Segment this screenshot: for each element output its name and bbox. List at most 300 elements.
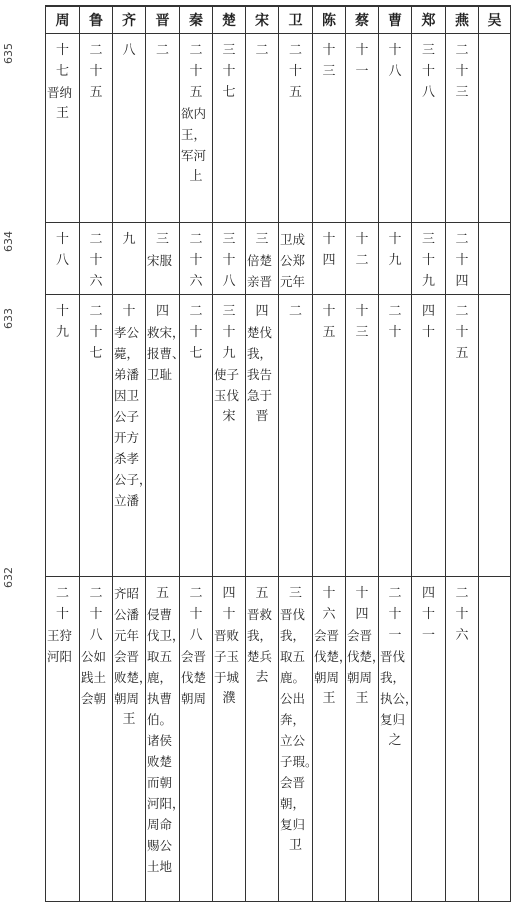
cell-line: 王 bbox=[122, 712, 136, 727]
year-row bbox=[46, 223, 511, 295]
cell-line: 十 bbox=[455, 607, 469, 622]
cell-text bbox=[447, 229, 477, 292]
cell-line: 五 bbox=[322, 325, 336, 340]
cell-text bbox=[447, 301, 477, 364]
cell-text bbox=[181, 40, 211, 187]
cell-line: 伐楚， bbox=[347, 649, 385, 664]
cell-text bbox=[247, 301, 277, 427]
cell-line: 二 bbox=[55, 586, 69, 601]
cell-line: 十 bbox=[222, 607, 236, 622]
cell-line: 三 bbox=[155, 232, 169, 247]
cell-line: 十 bbox=[222, 64, 236, 79]
cell-line: 五 bbox=[155, 586, 169, 601]
cell-text bbox=[214, 301, 244, 427]
cell-text bbox=[181, 229, 211, 292]
cell-line: 二 bbox=[189, 586, 203, 601]
table-cell bbox=[180, 223, 213, 295]
cell-text bbox=[214, 583, 244, 709]
table-cell bbox=[479, 295, 511, 577]
cell-line: 朝周 bbox=[314, 670, 340, 685]
cell-line: 十 bbox=[55, 232, 69, 247]
year-row bbox=[46, 295, 511, 577]
cell-line: 王 bbox=[322, 691, 336, 706]
cell-line: 河阳 bbox=[47, 649, 73, 664]
cell-line: 我， bbox=[247, 346, 273, 361]
table-cell bbox=[446, 577, 479, 902]
column-header: 燕 bbox=[446, 7, 479, 34]
table-cell bbox=[246, 34, 279, 223]
table-cell bbox=[313, 34, 346, 223]
cell-line: 三 bbox=[255, 232, 269, 247]
table-cell bbox=[379, 295, 412, 577]
table-cell bbox=[213, 223, 246, 295]
table-cell bbox=[113, 223, 146, 295]
cell-line: 八 bbox=[55, 253, 69, 268]
cell-line: 土地 bbox=[147, 859, 173, 874]
cell-line: 元年 bbox=[280, 274, 306, 289]
cell-text bbox=[114, 40, 144, 61]
cell-line: 执曹 bbox=[147, 691, 173, 706]
cell-line: 十 bbox=[189, 607, 203, 622]
table-cell bbox=[113, 34, 146, 223]
cell-line: 五 bbox=[455, 346, 469, 361]
cell-line: 立公 bbox=[280, 733, 306, 748]
cell-line: 六 bbox=[455, 628, 469, 643]
year-row bbox=[46, 34, 511, 223]
cell-text bbox=[280, 583, 318, 856]
cell-line: 五 bbox=[89, 85, 103, 100]
cell-text bbox=[280, 229, 311, 292]
cell-line: 十 bbox=[355, 232, 369, 247]
table-cell bbox=[213, 577, 246, 902]
cell-text bbox=[380, 229, 410, 271]
cell-line: 于城 bbox=[214, 670, 240, 685]
cell-line: 八 bbox=[189, 628, 203, 643]
table-cell bbox=[479, 223, 511, 295]
cell-line: 元年 bbox=[114, 628, 140, 643]
cell-text bbox=[114, 301, 152, 511]
cell-text bbox=[181, 301, 211, 364]
cell-line: 六 bbox=[189, 274, 203, 289]
cell-line: 十 bbox=[388, 607, 402, 622]
cell-text bbox=[314, 301, 344, 343]
cell-line: 败楚 bbox=[147, 754, 173, 769]
cell-text bbox=[447, 583, 477, 646]
cell-line: 伐卫， bbox=[147, 628, 185, 643]
cell-line: 十 bbox=[355, 43, 369, 58]
cell-line: 朝周 bbox=[114, 691, 140, 706]
cell-line: 会朝 bbox=[81, 691, 107, 706]
table-cell bbox=[180, 577, 213, 902]
cell-text bbox=[81, 583, 111, 709]
cell-line: 七 bbox=[222, 85, 236, 100]
column-header: 郑 bbox=[412, 7, 446, 34]
cell-line: 我， bbox=[247, 628, 273, 643]
cell-line: 去 bbox=[255, 670, 269, 685]
cell-text bbox=[181, 583, 211, 709]
cell-line: 七 bbox=[189, 346, 203, 361]
table-cell bbox=[113, 295, 152, 577]
cell-line: 欲内 bbox=[181, 106, 207, 121]
cell-text bbox=[214, 40, 244, 103]
year-label-632: 632 bbox=[2, 567, 15, 588]
cell-line: 会晋 bbox=[114, 649, 140, 664]
cell-line: 五 bbox=[288, 85, 302, 100]
cell-line: 楚伐 bbox=[247, 325, 273, 340]
cell-line: 十 bbox=[288, 64, 302, 79]
cell-line: 十 bbox=[322, 43, 336, 58]
cell-line: 四 bbox=[421, 304, 435, 319]
cell-line: 二 bbox=[189, 232, 203, 247]
cell-line: 十 bbox=[421, 64, 435, 79]
cell-line: 八 bbox=[122, 43, 136, 58]
cell-line: 三 bbox=[288, 586, 302, 601]
cell-line: 六 bbox=[322, 607, 336, 622]
table-cell bbox=[346, 295, 379, 577]
table-cell bbox=[246, 223, 279, 295]
cell-line: 二 bbox=[189, 43, 203, 58]
cell-text bbox=[81, 40, 111, 103]
cell-text bbox=[413, 229, 444, 292]
table-cell bbox=[46, 577, 80, 902]
cell-line: 子玉 bbox=[214, 649, 240, 664]
cell-line: 十 bbox=[89, 607, 103, 622]
cell-line: 军河 bbox=[181, 148, 207, 163]
cell-line: 王狩 bbox=[47, 628, 73, 643]
cell-line: 十 bbox=[322, 232, 336, 247]
cell-line: 倍楚 bbox=[247, 253, 273, 268]
cell-text bbox=[81, 301, 111, 364]
cell-line: 四 bbox=[421, 586, 435, 601]
column-header: 楚 bbox=[213, 7, 246, 34]
cell-line: 诸侯 bbox=[147, 733, 173, 748]
year-row bbox=[46, 577, 511, 902]
cell-line: 取五 bbox=[280, 649, 306, 664]
cell-text bbox=[413, 40, 444, 103]
cell-text bbox=[147, 583, 185, 877]
cell-line: 复归 bbox=[380, 712, 406, 727]
cell-line: 晋败 bbox=[214, 628, 240, 643]
cell-text bbox=[114, 583, 152, 730]
cell-line: 晋伐 bbox=[280, 607, 306, 622]
table-cell bbox=[279, 34, 313, 223]
cell-line: 一 bbox=[388, 628, 402, 643]
cell-line: 十 bbox=[388, 325, 402, 340]
table-cell bbox=[379, 577, 418, 902]
cell-line: 十 bbox=[122, 304, 136, 319]
table-cell bbox=[412, 577, 446, 902]
table-cell bbox=[80, 34, 113, 223]
cell-line: 救宋， bbox=[147, 325, 185, 340]
cell-line: 朝周 bbox=[347, 670, 373, 685]
table-cell bbox=[479, 577, 511, 902]
cell-line: 二 bbox=[455, 232, 469, 247]
cell-line: 十 bbox=[455, 325, 469, 340]
cell-line: 十 bbox=[455, 64, 469, 79]
table-cell bbox=[279, 223, 313, 295]
table-cell bbox=[446, 34, 479, 223]
cell-line: 奔， bbox=[280, 712, 306, 727]
cell-line: 开方 bbox=[114, 430, 140, 445]
table-cell bbox=[412, 34, 446, 223]
cell-text bbox=[380, 301, 410, 343]
cell-line: 四 bbox=[222, 586, 236, 601]
column-header: 宋 bbox=[246, 7, 279, 34]
cell-text bbox=[314, 583, 352, 709]
table-cell bbox=[213, 34, 246, 223]
cell-line: 三 bbox=[222, 304, 236, 319]
cell-line: 十 bbox=[355, 586, 369, 601]
cell-line: 楚兵 bbox=[247, 649, 273, 664]
cell-line: 朝， bbox=[280, 796, 306, 811]
cell-line: 三 bbox=[222, 232, 236, 247]
cell-line: 子瑕。 bbox=[280, 754, 318, 769]
cell-text bbox=[247, 40, 277, 61]
cell-line: 薨， bbox=[114, 346, 140, 361]
cell-line: 使子 bbox=[214, 367, 240, 382]
cell-line: 十 bbox=[55, 607, 69, 622]
cell-line: 上 bbox=[189, 169, 203, 184]
cell-line: 我， bbox=[280, 628, 306, 643]
cell-line: 八 bbox=[421, 85, 435, 100]
table-cell bbox=[213, 295, 246, 577]
column-header: 周 bbox=[46, 7, 80, 34]
table-cell bbox=[80, 295, 113, 577]
cell-line: 二 bbox=[89, 43, 103, 58]
cell-line: 宋 bbox=[222, 409, 236, 424]
cell-line: 宋服 bbox=[147, 253, 173, 268]
cell-line: 三 bbox=[222, 43, 236, 58]
cell-line: 二 bbox=[388, 586, 402, 601]
cell-line: 十 bbox=[89, 64, 103, 79]
cell-text bbox=[280, 40, 311, 103]
table-cell bbox=[279, 295, 313, 577]
cell-line: 四 bbox=[155, 304, 169, 319]
cell-line: 执公， bbox=[380, 691, 418, 706]
cell-line: 践土 bbox=[81, 670, 107, 685]
cell-line: 孝公 bbox=[114, 325, 140, 340]
cell-line: 十 bbox=[55, 304, 69, 319]
column-header: 吴 bbox=[479, 7, 511, 34]
table-cell bbox=[146, 34, 180, 223]
cell-line: 十 bbox=[89, 325, 103, 340]
cell-line: 侵曹 bbox=[147, 607, 173, 622]
cell-line: 九 bbox=[421, 274, 435, 289]
cell-line: 会晋 bbox=[314, 628, 340, 643]
cell-line: 卫 bbox=[288, 838, 302, 853]
table-cell bbox=[346, 577, 385, 902]
table-cell bbox=[412, 223, 446, 295]
column-header: 鲁 bbox=[80, 7, 113, 34]
cell-line: 伐楚， bbox=[314, 649, 352, 664]
cell-text bbox=[380, 583, 418, 751]
cell-text bbox=[280, 301, 311, 322]
cell-line: 十 bbox=[222, 325, 236, 340]
table-cell bbox=[46, 223, 80, 295]
cell-line: 王， bbox=[181, 127, 207, 142]
column-header: 曹 bbox=[379, 7, 412, 34]
cell-line: 二 bbox=[288, 43, 302, 58]
column-header: 蔡 bbox=[346, 7, 379, 34]
cell-line: 晋 bbox=[255, 409, 269, 424]
cell-line: 会晋 bbox=[347, 628, 373, 643]
table-cell bbox=[246, 577, 279, 902]
table-cell bbox=[346, 223, 379, 295]
cell-line: 二 bbox=[288, 304, 302, 319]
cell-text bbox=[247, 583, 277, 688]
table-cell bbox=[146, 577, 185, 902]
cell-line: 玉伐 bbox=[214, 388, 240, 403]
cell-line: 一 bbox=[355, 64, 369, 79]
cell-line: 公子 bbox=[114, 409, 140, 424]
table-cell bbox=[479, 34, 511, 223]
cell-line: 赐公 bbox=[147, 838, 173, 853]
cell-text bbox=[81, 229, 111, 292]
cell-line: 公潘 bbox=[114, 607, 140, 622]
cell-text bbox=[413, 583, 444, 646]
cell-line: 二 bbox=[355, 253, 369, 268]
cell-text bbox=[147, 229, 178, 271]
cell-line: 亲晋 bbox=[247, 274, 273, 289]
cell-line: 二 bbox=[255, 43, 269, 58]
column-header: 齐 bbox=[113, 7, 146, 34]
cell-line: 取五 bbox=[147, 649, 173, 664]
table-cell bbox=[113, 577, 152, 902]
cell-line: 九 bbox=[122, 232, 136, 247]
cell-line: 之 bbox=[388, 733, 402, 748]
cell-line: 十 bbox=[322, 304, 336, 319]
cell-line: 二 bbox=[189, 304, 203, 319]
cell-line: 八 bbox=[222, 274, 236, 289]
table-cell bbox=[246, 295, 279, 577]
cell-line: 晋救 bbox=[247, 607, 273, 622]
cell-line: 因卫 bbox=[114, 388, 140, 403]
cell-line: 二 bbox=[89, 232, 103, 247]
cell-line: 弟潘 bbox=[114, 367, 140, 382]
cell-line: 九 bbox=[55, 325, 69, 340]
cell-line: 我告 bbox=[247, 367, 273, 382]
column-header: 晋 bbox=[146, 7, 180, 34]
cell-text bbox=[347, 583, 385, 709]
table-cell bbox=[146, 223, 180, 295]
cell-text bbox=[147, 301, 185, 385]
cell-line: 二 bbox=[455, 43, 469, 58]
cell-line: 复归 bbox=[280, 817, 306, 832]
cell-line: 九 bbox=[222, 346, 236, 361]
header-row bbox=[46, 7, 511, 34]
table-cell bbox=[346, 34, 379, 223]
cell-line: 二 bbox=[455, 586, 469, 601]
column-header: 卫 bbox=[279, 7, 313, 34]
cell-line: 十 bbox=[421, 325, 435, 340]
cell-line: 卫耻 bbox=[147, 367, 173, 382]
table-cell bbox=[279, 577, 318, 902]
cell-line: 王 bbox=[55, 106, 69, 121]
cell-line: 八 bbox=[388, 64, 402, 79]
cell-line: 鹿。 bbox=[280, 670, 306, 685]
cell-line: 濮 bbox=[222, 691, 236, 706]
table-cell bbox=[46, 34, 80, 223]
cell-line: 七 bbox=[55, 64, 69, 79]
cell-text bbox=[314, 229, 344, 271]
cell-line: 三 bbox=[355, 325, 369, 340]
cell-line: 四 bbox=[255, 304, 269, 319]
cell-line: 王 bbox=[355, 691, 369, 706]
cell-line: 卫成 bbox=[280, 232, 306, 247]
cell-line: 九 bbox=[388, 253, 402, 268]
cell-line: 二 bbox=[89, 304, 103, 319]
cell-text bbox=[380, 40, 410, 82]
year-label-635: 635 bbox=[2, 43, 15, 64]
table-cell bbox=[46, 295, 80, 577]
cell-line: 四 bbox=[322, 253, 336, 268]
cell-line: 晋纳 bbox=[47, 85, 73, 100]
cell-line: 会晋 bbox=[280, 775, 306, 790]
cell-line: 伯。 bbox=[147, 712, 173, 727]
cell-line: 四 bbox=[355, 607, 369, 622]
cell-text bbox=[114, 229, 144, 250]
cell-line: 六 bbox=[89, 274, 103, 289]
cell-line: 河阳， bbox=[147, 796, 185, 811]
cell-text bbox=[47, 301, 78, 343]
cell-line: 二 bbox=[89, 586, 103, 601]
cell-line: 二 bbox=[455, 304, 469, 319]
cell-line: 公如 bbox=[81, 649, 107, 664]
cell-text bbox=[47, 40, 78, 124]
table-cell bbox=[446, 295, 479, 577]
cell-text bbox=[413, 301, 444, 343]
cell-text bbox=[314, 40, 344, 82]
cell-line: 我， bbox=[380, 670, 406, 685]
cell-line: 十 bbox=[388, 43, 402, 58]
cell-line: 败楚， bbox=[114, 670, 152, 685]
cell-line: 二 bbox=[155, 43, 169, 58]
chronology-table bbox=[45, 6, 511, 902]
cell-line: 五 bbox=[255, 586, 269, 601]
table-cell bbox=[313, 295, 346, 577]
cell-line: 十 bbox=[189, 253, 203, 268]
cell-line: 十 bbox=[189, 325, 203, 340]
cell-line: 伐楚 bbox=[181, 670, 207, 685]
column-header: 秦 bbox=[180, 7, 213, 34]
column-header: 陈 bbox=[313, 7, 346, 34]
cell-line: 朝周 bbox=[181, 691, 207, 706]
cell-line: 一 bbox=[421, 628, 435, 643]
cell-line: 三 bbox=[421, 232, 435, 247]
cell-line: 十 bbox=[388, 232, 402, 247]
cell-line: 周命 bbox=[147, 817, 173, 832]
table-cell bbox=[412, 295, 446, 577]
cell-text bbox=[347, 40, 377, 82]
cell-line: 三 bbox=[322, 64, 336, 79]
cell-line: 十 bbox=[189, 64, 203, 79]
cell-line: 八 bbox=[89, 628, 103, 643]
table-cell bbox=[446, 223, 479, 295]
cell-text bbox=[147, 40, 178, 61]
cell-line: 十 bbox=[455, 253, 469, 268]
table-cell bbox=[313, 577, 352, 902]
cell-line: 鹿， bbox=[147, 670, 173, 685]
cell-text bbox=[47, 229, 78, 271]
cell-line: 十 bbox=[89, 253, 103, 268]
cell-line: 急于 bbox=[247, 388, 273, 403]
table-cell bbox=[80, 577, 113, 902]
cell-text bbox=[214, 229, 244, 292]
table-cell bbox=[379, 34, 412, 223]
cell-line: 公郑 bbox=[280, 253, 306, 268]
cell-line: 七 bbox=[89, 346, 103, 361]
table-cell bbox=[379, 223, 412, 295]
